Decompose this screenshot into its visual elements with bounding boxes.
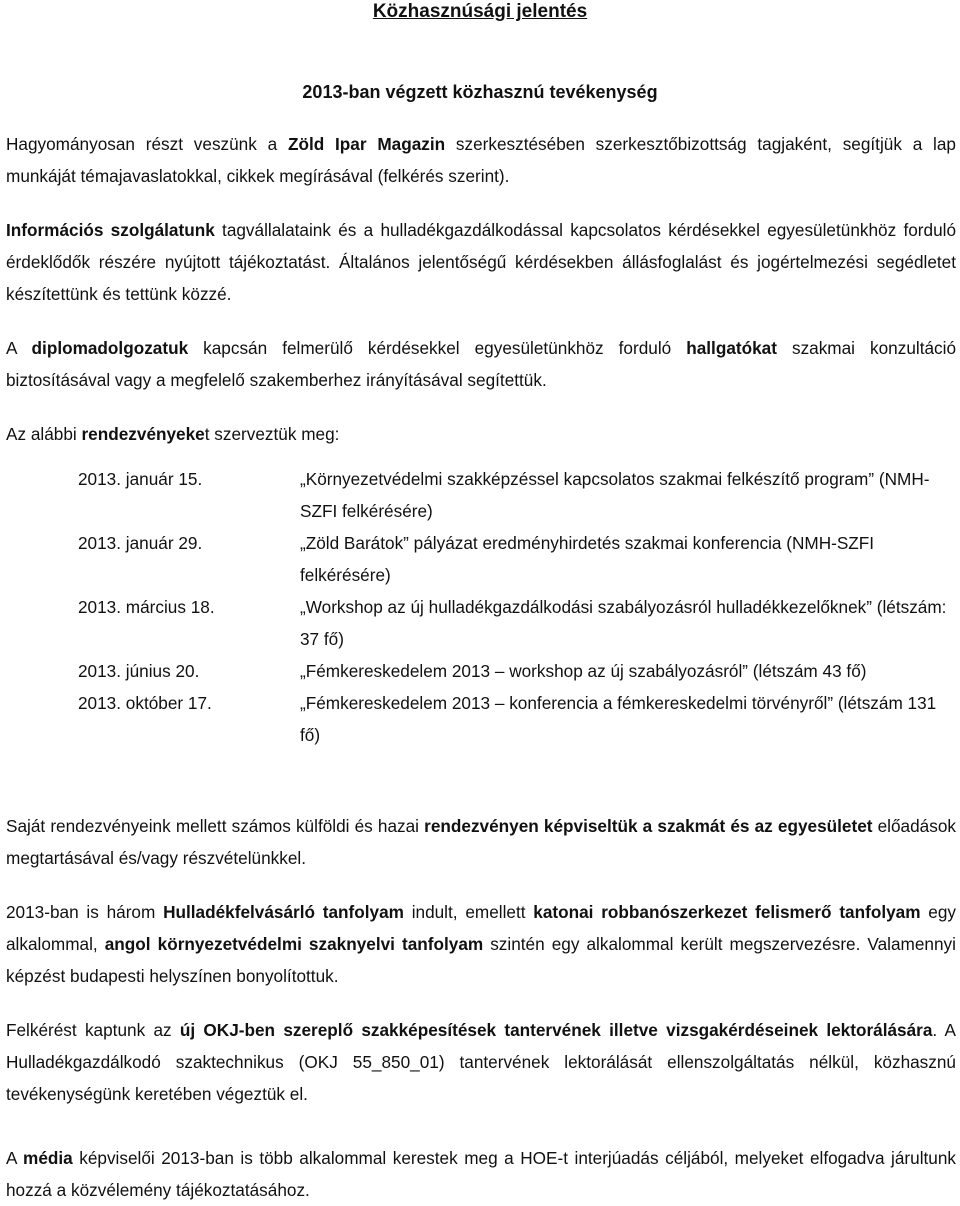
paragraph-information-service	[6, 214, 956, 310]
event-description: „Zöld Barátok” pályázat eredményhirdetés szakmai konferencia (NMH-SZFI felkérésére)	[300, 533, 875, 585]
text-run: előadások megtartásával és/vagy részvételünkkel.	[6, 816, 956, 868]
text-run: szakmai konzultáció biztosításával vagy a megfelelő szakemberhez irányításával segítettük.	[6, 338, 957, 390]
event-item	[78, 591, 958, 655]
paragraph-courses	[6, 896, 956, 992]
event-description: „Fémkereskedelem 2013 – workshop az új szabályozásról” (létszám 43 fő)	[300, 661, 867, 681]
text-run: 2013-ban is három	[6, 902, 164, 922]
bold-run: hallgatókat	[686, 338, 777, 358]
text-run: egy alkalommal,	[6, 902, 956, 954]
events-list	[78, 463, 958, 751]
event-item	[78, 527, 958, 591]
text-run: indult, emellett	[403, 902, 534, 922]
paragraph-magazine	[6, 128, 956, 192]
text-run: . A Hulladékgazdálkodó szaktechnikus (OKJ 55_850_01) tantervének lektorálását ellenszolgáltatás nélkül, közhasznú tevékenységünk keretében végeztük el.	[6, 1020, 956, 1104]
bold-run: katonai robbanószerkezet felismerő tanfolyam	[533, 902, 921, 922]
event-date: 2013. január 29.	[78, 533, 203, 553]
text-run: Az alábbi	[6, 424, 82, 444]
bold-run: Információs szolgálatunk	[6, 220, 215, 240]
text-run: szerkesztésében szerkesztőbizottság tagjaként, segítjük a lap munkáját témajavaslatokkal, cikkek megírásával (felkérés szerint).	[6, 134, 956, 186]
text-run: tagvállalataink és a hulladékgazdálkodással kapcsolatos kérdésekkel egyesületünkhöz forduló érdeklődők részére nyújtott tájékoztatást. Általános jelentőségű kérdésekben állásfoglalást és jogértelmezési segédletet készítettünk és tettünk közzé.	[6, 220, 956, 304]
text-run: Saját rendezvényeink mellett számos külföldi és hazai	[6, 816, 425, 836]
text-run: A	[6, 1148, 24, 1168]
text-run: Felkérést kaptunk az	[6, 1020, 180, 1040]
text-run: Hagyományosan részt veszünk a	[6, 134, 288, 154]
page-title: Közhasznúsági jelentés	[372, 1, 588, 22]
event-item	[78, 463, 958, 527]
bold-run: rendezvényeke	[81, 424, 205, 444]
bold-run: angol környezetvédelmi szaknyelvi tanfolyam	[104, 934, 484, 954]
paragraph-thesis	[6, 332, 956, 396]
paragraph-okj-review	[6, 1014, 956, 1110]
bold-run: Hulladékfelvásárló tanfolyam	[163, 902, 404, 922]
text-run: kapcsán felmerülő kérdésekkel egyesületünkhöz forduló	[188, 338, 687, 358]
event-date: 2013. január 15.	[78, 469, 203, 489]
text-run: szintén egy alkalommal került megszervezésre. Valamennyi képzést budapesti helyszínen bonyolítottuk.	[6, 934, 956, 986]
bold-run: új OKJ-ben szereplő szakképesítések tantervének illetve vizsgakérdéseinek lektorálására	[179, 1020, 933, 1040]
text-run: képviselői 2013-ban is több alkalommal kerestek meg a HOE-t interjúadás céljából, melyeket elfogadva járultunk hozzá a közvélemény tájékoztatásához.	[6, 1148, 956, 1200]
paragraph-events-intro	[6, 418, 956, 450]
paragraph-representation	[6, 810, 956, 874]
event-description: „Környezetvédelmi szakképzéssel kapcsolatos szakmai felkészítő program” (NMH-SZFI felkérésére)	[300, 469, 930, 521]
event-description: „Workshop az új hulladékgazdálkodási szabályozásról hulladékkezelőknek” (létszám: 37 fő)	[300, 597, 947, 649]
event-description: „Fémkereskedelem 2013 – konferencia a fémkereskedelmi törvényről” (létszám 131 fő)	[300, 693, 937, 745]
event-date: 2013. június 20.	[78, 661, 200, 681]
bold-run: rendezvényen képviseltük a szakmát és az egyesületet	[424, 816, 873, 836]
bold-run: média	[23, 1148, 73, 1168]
bold-run: diplomadolgozatuk	[31, 338, 189, 358]
text-run: t szerveztük meg:	[204, 424, 340, 444]
paragraph-media	[6, 1142, 956, 1206]
event-item	[78, 687, 958, 751]
event-date: 2013. március 18.	[78, 597, 215, 617]
section-subtitle: 2013-ban végzett közhasznú tevékenység	[302, 82, 658, 102]
event-date: 2013. október 17.	[78, 693, 212, 713]
event-item	[78, 655, 958, 687]
bold-run: Zöld Ipar Magazin	[287, 134, 446, 154]
text-run: A	[6, 338, 32, 358]
